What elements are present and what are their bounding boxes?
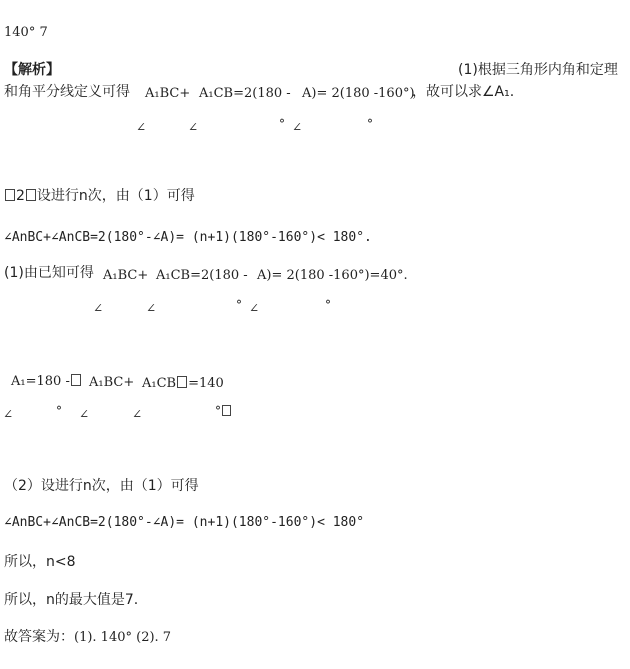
angle-mark: ∠ <box>146 301 157 315</box>
expr-1c: A)= 2(180 -160°) <box>302 86 415 101</box>
expr-1a: A₁BC+ <box>145 86 191 101</box>
part2-head: （2）设进行n次，由（1）可得 <box>4 478 199 494</box>
top-answer: 140° 7 <box>4 25 48 40</box>
missing-glyph-box <box>177 376 187 388</box>
angle-mark: ∠ <box>188 120 199 134</box>
analysis-label: 【解析】 <box>4 62 60 78</box>
angle-mark: ∠ <box>292 120 303 134</box>
angle-mark: ∠ <box>93 301 104 315</box>
missing-glyph-box <box>71 374 81 386</box>
final-answer <box>4 630 171 644</box>
part2-header-text: 设进行n次，由（1）可得 <box>36 188 195 204</box>
expr-3c: A)= 2(180 -160°)=40°. <box>257 268 408 283</box>
part2-formula-2: ∠AnBC+∠AnCB=2(180°-∠A)= (n+1)(180°-160°)< 180° <box>4 515 365 530</box>
a1-expr <box>11 374 82 388</box>
expr-1b: A₁CB=2(180 - <box>199 86 291 101</box>
angle-mark: ∠ <box>136 120 147 134</box>
degree-mark: ° <box>236 298 242 312</box>
a1-prefix: A₁=180 - <box>11 374 70 389</box>
expr-4b <box>142 376 224 390</box>
angle-mark: ∠ <box>3 407 14 421</box>
expr-3a: A₁BC+ <box>103 268 149 283</box>
part2-header <box>4 189 195 203</box>
degree-mark: ° <box>56 404 62 418</box>
missing-glyph-box <box>222 405 231 416</box>
angle-mark: ∠ <box>249 301 260 315</box>
part2-formula: ∠AnBC+∠AnCB=2(180°-∠A)= (n+1)(180°-160°)< 180°. <box>4 230 372 245</box>
degree-mark: ° <box>279 117 285 131</box>
final-answer-label: 故答案为： <box>4 629 74 645</box>
intro-left: 和角平分线定义可得 <box>4 84 130 100</box>
missing-glyph-box <box>26 189 36 201</box>
expr-1-tail: ，故可以求∠A₁. <box>412 84 515 100</box>
final-answer-value: (1). 140° (2). 7 <box>74 630 172 645</box>
missing-glyph-box <box>5 189 15 201</box>
part1-head: (1)由已知可得 <box>4 265 94 281</box>
expr-4c: =140 <box>188 376 224 391</box>
expr-4b-text: A₁CB <box>142 376 177 391</box>
angle-mark: ∠ <box>132 407 143 421</box>
expr-3b: A₁CB=2(180 - <box>156 268 248 283</box>
intro-right: (1)根据三角形内角和定理 <box>458 62 618 78</box>
conclusion-2: 所以，n的最大值是7. <box>4 592 139 608</box>
degree-symbol: ° <box>215 404 221 418</box>
expr-4a: A₁BC+ <box>89 375 135 390</box>
part2-number: 2 <box>16 188 25 204</box>
degree-mark: ° <box>325 298 331 312</box>
conclusion-1: 所以，n<8 <box>4 554 76 570</box>
degree-mark: ° <box>367 117 373 131</box>
angle-mark: ∠ <box>79 407 90 421</box>
degree-mark <box>215 405 232 417</box>
